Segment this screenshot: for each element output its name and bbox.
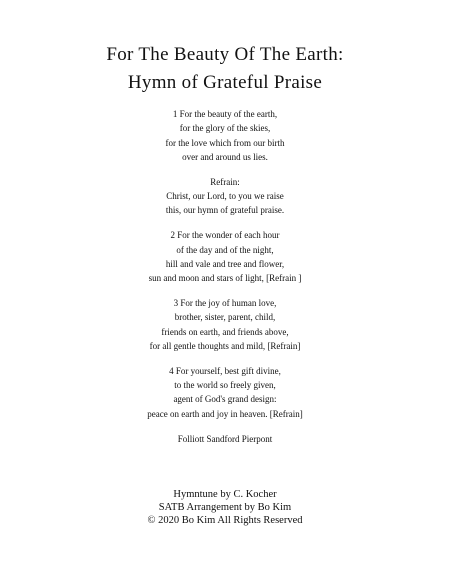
verse-line: this, our hymn of grateful praise.	[165, 205, 285, 216]
verse-line: 3 For the joy of human love,	[173, 298, 277, 309]
lyricist-credit: Folliott Sandford Pierpont	[177, 433, 273, 444]
refrain	[0, 175, 450, 218]
verse-line: 1 For the beauty of the earth,	[172, 109, 278, 119]
verse-line: to the world so freely given,	[174, 380, 276, 391]
stanza-3	[0, 296, 450, 353]
stanza-1	[0, 107, 450, 164]
stanza-4	[0, 364, 450, 421]
verse-line: 4 For yourself, best gift divine,	[169, 365, 281, 376]
arrangement-credits	[0, 489, 450, 527]
verse-line: for the love which from our birth	[165, 137, 285, 148]
verse-line: sun and moon and stars of light, [Refrain ]	[148, 273, 302, 284]
verse-line: hill and vale and tree and flower,	[165, 258, 285, 269]
verse-line: friends on earth, and friends above,	[161, 326, 289, 337]
verse-line: over and around us lies.	[182, 151, 268, 162]
verse-line: peace on earth and joy in heaven. [Refrain]	[147, 408, 303, 419]
verse-line: of the day and of the night,	[176, 244, 274, 255]
verse-line: brother, sister, parent, child,	[174, 312, 276, 323]
title-line-1: For The Beauty Of The Earth:	[106, 44, 344, 65]
refrain-heading: Refrain:	[210, 176, 240, 187]
arrangement-credit: SATB Arrangement by Bo Kim	[158, 501, 292, 513]
verse-line: for all gentle thoughts and mild, [Refrain]	[149, 340, 301, 351]
title-line-2: Hymn of Grateful Praise	[127, 72, 323, 93]
hymn-text	[0, 107, 450, 446]
verse-line: Christ, our Lord, to you we raise	[166, 191, 284, 202]
stanza-2	[0, 228, 450, 285]
verse-line: for the glory of the skies,	[179, 123, 271, 134]
hymntune-credit: Hymntune by C. Kocher	[173, 489, 277, 500]
verse-line: agent of God's grand design:	[173, 394, 277, 405]
verse-line: 2 For the wonder of each hour	[170, 230, 280, 241]
copyright-notice: © 2020 Bo Kim All Rights Reserved	[147, 514, 303, 526]
